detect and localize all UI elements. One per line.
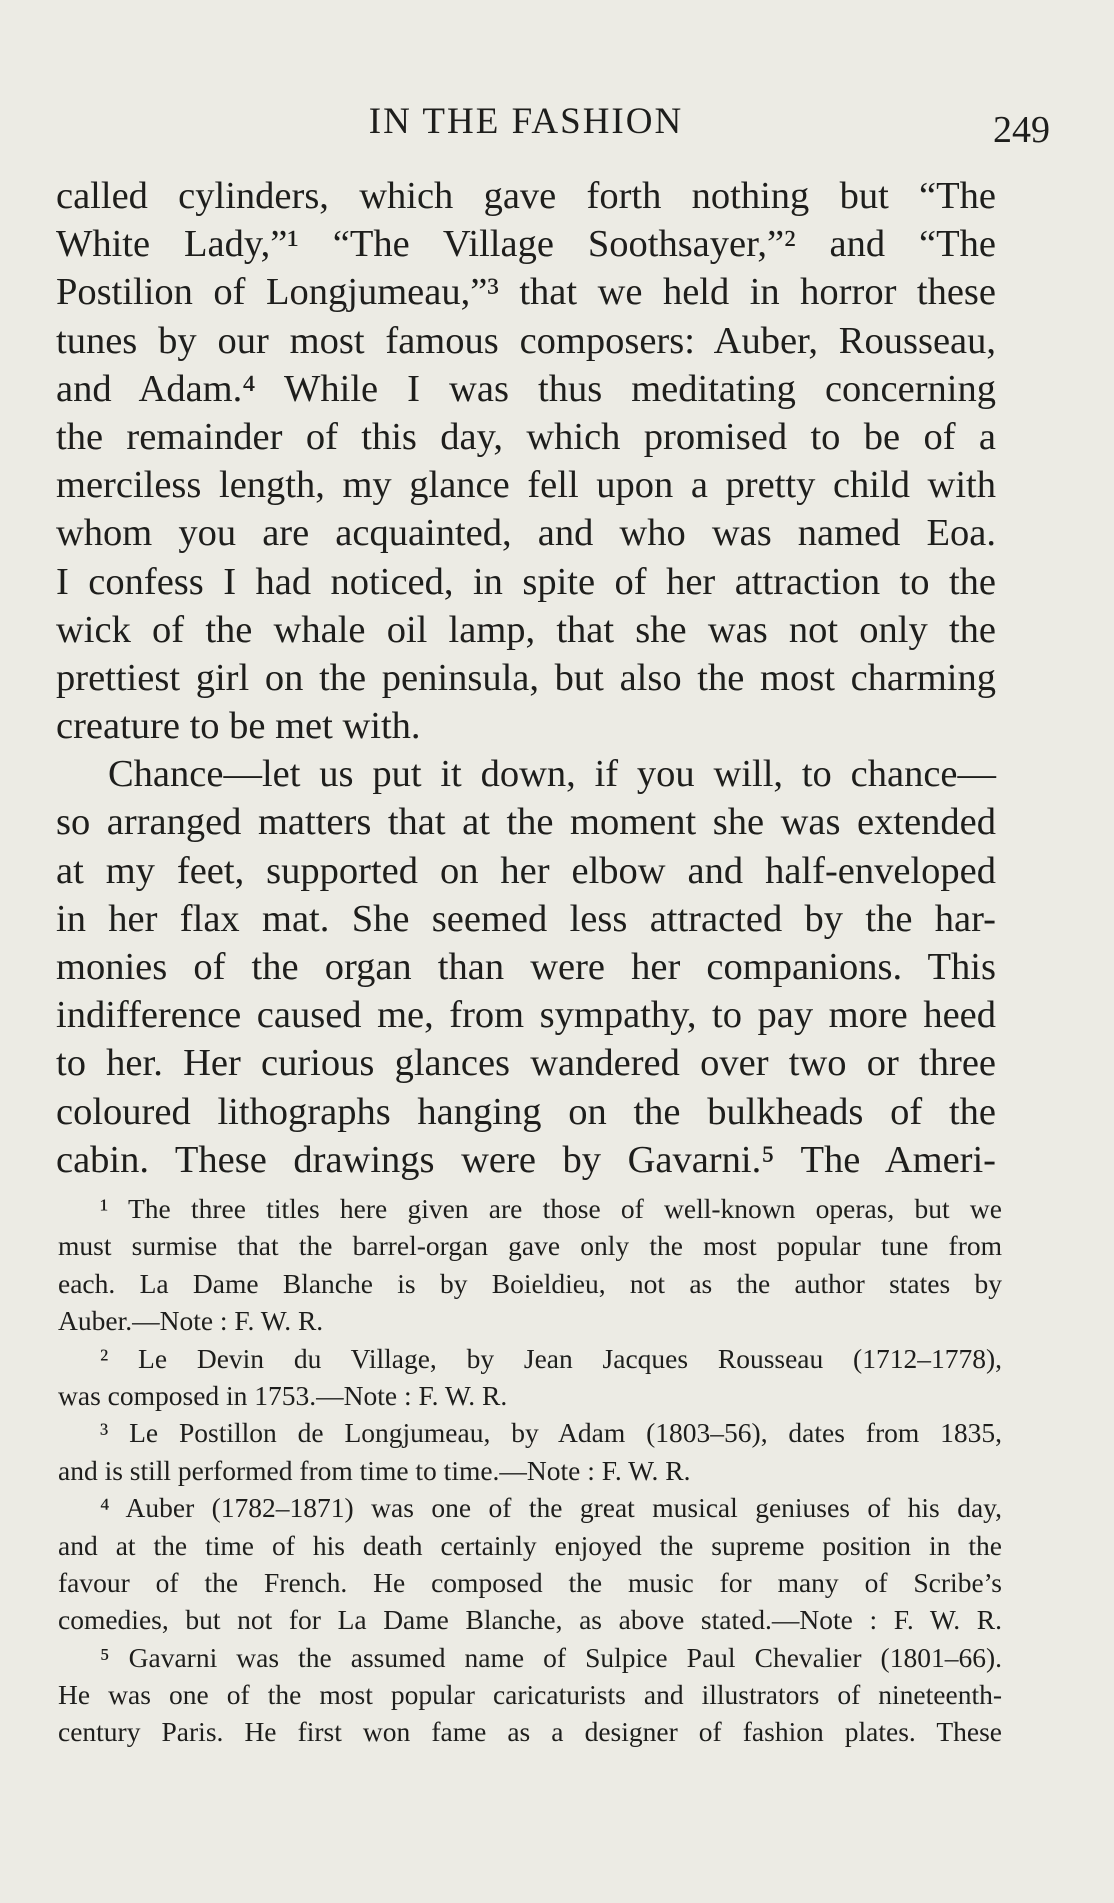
text-line: cabin. These drawings were by Gavarni.⁵ The Ameri-	[56, 1138, 996, 1181]
footnote-line: was composed in 1753.—Note : F. W. R.	[58, 1379, 508, 1411]
page-number: 249	[993, 109, 1050, 151]
footnote-line: ⁴ Auber (1782–1871) was one of the great musical geniuses of his day,	[100, 1492, 1002, 1524]
text-line: prettiest girl on the peninsula, but also the most charming	[56, 656, 996, 699]
text-line: Postilion of Longjumeau,”³ that we held in horror these	[56, 271, 996, 314]
text-line: I confess I had noticed, in spite of her attraction to the	[56, 560, 996, 603]
footnote-line: ² Le Devin du Village, by Jean Jacques Rousseau (1712–1778),	[100, 1342, 1002, 1374]
footnote-line: comedies, but not for La Dame Blanche, as above stated.—Note : F. W. R.	[58, 1604, 1002, 1636]
footnote-4	[58, 1489, 1002, 1639]
text-line: whom you are acquainted, and who was named Eoa.	[56, 512, 996, 555]
text-line: wick of the whale oil lamp, that she was not only the	[56, 608, 996, 651]
footnote-line: each. La Dame Blanche is by Boieldieu, not as the author states by	[58, 1267, 1002, 1299]
footnote-3	[58, 1414, 1002, 1489]
footnote-line: and at the time of his death certainly enjoyed the supreme position in the	[58, 1529, 1002, 1561]
footnote-5	[58, 1639, 1002, 1751]
footnotes	[58, 1190, 1002, 1751]
running-title: IN THE FASHION	[368, 101, 684, 142]
text-line: creature to be met with.	[56, 705, 421, 748]
text-line: indifference caused me, from sympathy, to pay more heed	[56, 994, 996, 1037]
footnote-line: He was one of the most popular caricaturists and illustrators of nineteenth-	[58, 1679, 1002, 1711]
footnote-line: Auber.—Note : F. W. R.	[58, 1305, 324, 1337]
text-line: coloured lithographs hanging on the bulkheads of the	[56, 1090, 996, 1133]
body-text	[56, 172, 996, 1184]
footnote-line: must surmise that the barrel-organ gave only the most popular tune from	[58, 1230, 1002, 1262]
text-line: monies of the organ than were her companions. This	[56, 946, 996, 988]
text-line: and Adam.⁴ While I was thus meditating concerning	[56, 367, 996, 410]
text-line: called cylinders, which gave forth nothing but “The	[56, 175, 996, 217]
text-line: to her. Her curious glances wandered over two or three	[56, 1042, 996, 1085]
footnote-1	[58, 1190, 1002, 1340]
footnote-2	[58, 1340, 1002, 1415]
text-line: tunes by our most famous composers: Auber, Rousseau,	[56, 319, 996, 362]
text-line: the remainder of this day, which promised to be of a	[56, 415, 996, 458]
text-line: at my feet, supported on her elbow and half-enveloped	[56, 849, 996, 892]
footnote-line: ³ Le Postillon de Longjumeau, by Adam (1803–56), dates from 1835,	[100, 1417, 1002, 1449]
footnote-line: ¹ The three titles here given are those of well-known operas, but we	[100, 1193, 1002, 1224]
text-line: Chance—let us put it down, if you will, to chance—	[108, 753, 996, 796]
footnote-line: century Paris. He first won fame as a designer of fashion plates. These	[58, 1716, 1002, 1748]
page-header	[56, 100, 1050, 151]
footnote-line: and is still performed from time to time.—Note : F. W. R.	[58, 1454, 691, 1486]
footnote-line: ⁵ Gavarni was the assumed name of Sulpice Paul Chevalier (1801–66).	[100, 1641, 1002, 1673]
text-line: so arranged matters that at the moment she was extended	[56, 801, 996, 844]
text-line: in her flax mat. She seemed less attracted by the har-	[56, 897, 996, 940]
footnote-line: favour of the French. He composed the music for many of Scribe’s	[58, 1566, 1002, 1598]
text-line: merciless length, my glance fell upon a pretty child with	[56, 464, 996, 507]
paragraph-1	[56, 172, 996, 750]
paragraph-2	[56, 750, 996, 1184]
text-line: White Lady,”¹ “The Village Soothsayer,”² and “The	[56, 223, 996, 266]
